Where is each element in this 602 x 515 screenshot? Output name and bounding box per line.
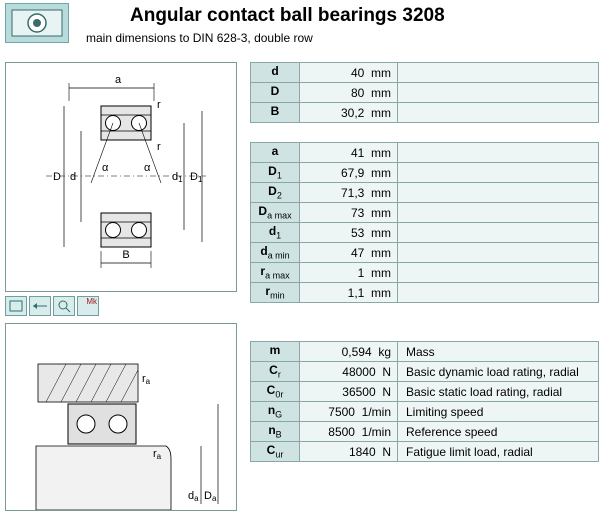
- value-cell: 71,3 mm: [300, 183, 398, 203]
- value-cell: 47 mm: [300, 243, 398, 263]
- symbol-cell: D: [251, 83, 300, 103]
- dim-B-label: B: [122, 249, 130, 261]
- symbol-cell: $C_{ur}$: [251, 442, 300, 462]
- table-row: [251, 263, 599, 283]
- zoom-icon[interactable]: [53, 296, 75, 316]
- table-row: [251, 362, 599, 382]
- view-icon[interactable]: [5, 296, 27, 316]
- dim-a-label: a: [114, 74, 122, 86]
- dim-Da-label: Da: [204, 490, 217, 503]
- value-cell: 0,594 kg: [300, 342, 398, 362]
- dim-da-label: da: [188, 490, 199, 503]
- description-cell: [398, 143, 599, 163]
- mk-icon[interactable]: Mk: [77, 296, 99, 316]
- page-title: Angular contact ball bearings 3208: [130, 5, 445, 26]
- description-cell: Reference speed: [398, 422, 599, 442]
- description-cell: [398, 223, 599, 243]
- symbol-cell: $r_{a max}$: [251, 263, 300, 283]
- drawing-toolbar: [5, 296, 99, 318]
- symbol-cell: a: [251, 143, 300, 163]
- table-row: [251, 203, 599, 223]
- symbol-cell: $C_{0r}$: [251, 382, 300, 402]
- symbol-cell: m: [251, 342, 300, 362]
- page-subtitle: main dimensions to DIN 628-3, double row: [86, 31, 313, 45]
- symbol-cell: $r_{min}$: [251, 283, 300, 303]
- value-cell: 30,2 mm: [300, 103, 398, 123]
- table-row: [251, 283, 599, 303]
- description-cell: Fatigue limit load, radial: [398, 442, 599, 462]
- description-cell: [398, 263, 599, 283]
- table-row: [251, 243, 599, 263]
- table-row: [251, 442, 599, 462]
- description-cell: [398, 283, 599, 303]
- description-cell: [398, 183, 599, 203]
- table-row: [251, 402, 599, 422]
- dim-d1-label: d1: [172, 171, 183, 184]
- symbol-cell: $D_{a max}$: [251, 203, 300, 223]
- table-row: [251, 163, 599, 183]
- symbol-cell: $n_G$: [251, 402, 300, 422]
- table-row: [251, 63, 599, 83]
- symbol-cell: $n_B$: [251, 422, 300, 442]
- value-cell: 40 mm: [300, 63, 398, 83]
- alpha-right-label: α: [144, 162, 151, 174]
- value-cell: 7500 1/min: [300, 402, 398, 422]
- table-row: [251, 342, 599, 362]
- value-cell: 73 mm: [300, 203, 398, 223]
- dim-ra-top-label: ra: [142, 373, 151, 386]
- dim-D-label: D: [53, 171, 61, 183]
- value-cell: 8500 1/min: [300, 422, 398, 442]
- description-cell: Mass: [398, 342, 599, 362]
- description-cell: Basic dynamic load rating, radial: [398, 362, 599, 382]
- value-cell: 48000 N: [300, 362, 398, 382]
- table-row: [251, 103, 599, 123]
- symbol-cell: $C_r$: [251, 362, 300, 382]
- description-cell: [398, 243, 599, 263]
- dim-d-label: d: [70, 171, 77, 183]
- table-row: [251, 223, 599, 243]
- description-cell: [398, 163, 599, 183]
- table-row: [251, 382, 599, 402]
- symbol-cell: $D_2$: [251, 183, 300, 203]
- table-row: [251, 83, 599, 103]
- bearing-section-drawing: [5, 62, 237, 292]
- description-cell: [398, 103, 599, 123]
- value-cell: 80 mm: [300, 83, 398, 103]
- table-row: [251, 183, 599, 203]
- symbol-cell: $d_1$: [251, 223, 300, 243]
- bearing-logo: [5, 3, 69, 43]
- mounting-drawing: [5, 323, 237, 511]
- main-dimensions-table: [250, 62, 599, 123]
- description-cell: [398, 63, 599, 83]
- symbol-cell: d: [251, 63, 300, 83]
- performance-data-table: [250, 341, 599, 462]
- description-cell: Limiting speed: [398, 402, 599, 422]
- value-cell: 53 mm: [300, 223, 398, 243]
- table-row: [251, 143, 599, 163]
- description-cell: Basic static load rating, radial: [398, 382, 599, 402]
- dim-D1-label: D1: [190, 171, 203, 184]
- mounting-dimensions-table: [250, 142, 599, 303]
- alpha-left-label: α: [102, 162, 109, 174]
- symbol-cell: B: [251, 103, 300, 123]
- description-cell: [398, 83, 599, 103]
- value-cell: 41 mm: [300, 143, 398, 163]
- dim-r-top-label: r: [157, 99, 161, 111]
- value-cell: 67,9 mm: [300, 163, 398, 183]
- value-cell: 1,1 mm: [300, 283, 398, 303]
- description-cell: [398, 203, 599, 223]
- dimension-icon[interactable]: [29, 296, 51, 316]
- value-cell: 1840 N: [300, 442, 398, 462]
- value-cell: 36500 N: [300, 382, 398, 402]
- symbol-cell: $D_1$: [251, 163, 300, 183]
- dim-ra-bottom-label: ra: [153, 448, 162, 461]
- dim-r-side-label: r: [157, 141, 161, 153]
- table-row: [251, 422, 599, 442]
- symbol-cell: $d_{a min}$: [251, 243, 300, 263]
- value-cell: 1 mm: [300, 263, 398, 283]
